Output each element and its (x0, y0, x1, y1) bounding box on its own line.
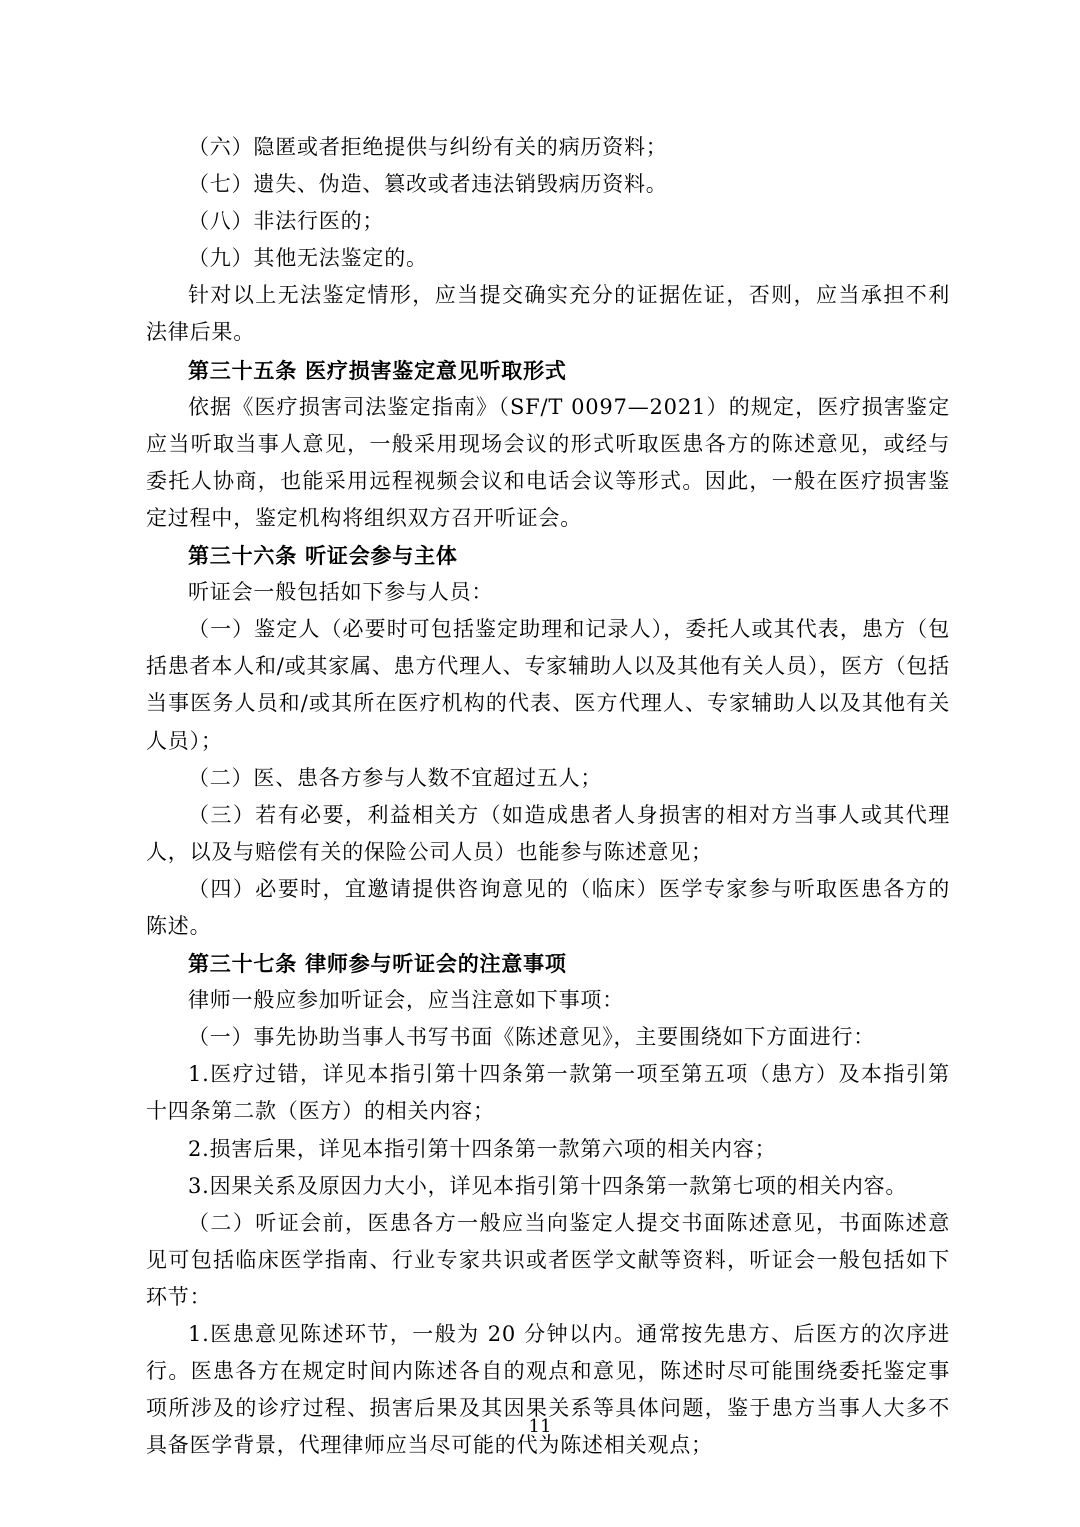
article-36-item-four: （四）必要时，宜邀请提供咨询意见的（临床）医学专家参与听取医患各方的陈述。 (146, 876, 950, 938)
article-37-intro: 律师一般应参加听证会，应当注意如下事项： (188, 988, 624, 1013)
article-37-item-one: （一）事先协助当事人书写书面《陈述意见》，主要围绕如下方面进行： (188, 1025, 876, 1050)
summary-paragraph: 针对以上无法鉴定情形，应当提交确实充分的证据佐证，否则，应当承担不利法律后果。 (146, 283, 950, 345)
article-36-item-three: （三）若有必要，利益相关方（如造成患者人身损害的相对方当事人或其代理人，以及与赔偿有关的保险公司人员）也能参与陈述意见； (146, 802, 950, 864)
item-seven: （七）遗失、伪造、篡改或者违法销毁病历资料。 (188, 172, 668, 197)
page-number: 11 (528, 1416, 552, 1437)
article-36-item-two: （二）医、患各方参与人数不宜超过五人； (188, 765, 603, 790)
article-37-subitem-1: 1.医疗过错，详见本指引第十四条第一款第一项至第五项（患方）及本指引第十四条第二款（医方）的相关内容； (146, 1062, 950, 1124)
article-37-heading: 第三十七条 律师参与听证会的注意事项 (188, 951, 567, 977)
article-35-body: 依据《医疗损害司法鉴定指南》（SF/T 0097—2021）的规定，医疗损害鉴定应当听取当事人意见，一般采用现场会议的形式听取医患各方的陈述意见，或经与委托人协商，也能采用远程视频会议和电话会议等形式。因此，一般在医疗损害鉴定过程中，鉴定机构将组织双方召开听证会。 (146, 394, 950, 530)
article-37-subitem-2: 2.损害后果，详见本指引第十四条第一款第六项的相关内容； (188, 1136, 777, 1161)
item-eight: （八）非法行医的； (188, 209, 385, 234)
document-body (146, 129, 950, 1464)
article-36-item-one: （一）鉴定人（必要时可包括鉴定助理和记录人），委托人或其代表，患方（包括患者本人和/或其家属、患方代理人、专家辅助人以及其他有关人员），医方（包括当事医务人员和/或其所在医疗机构的代表、医方代理人、专家辅助人以及其他有关人员）； (146, 617, 950, 753)
article-37-item-two-subitem-1: 1.医患意见陈述环节，一般为 20 分钟以内。通常按先患方、后医方的次序进行。医患各方在规定时间内陈述各自的观点和意见，陈述时尽可能围绕委托鉴定事项所涉及的诊疗过程、损害后果及其因果关系等具体问题，鉴于患方当事人大多不具备医学背景，代理律师应当尽可能的代为陈述相关观点； (146, 1322, 950, 1458)
item-six: （六）隐匿或者拒绝提供与纠纷有关的病历资料； (188, 135, 668, 159)
article-35-heading: 第三十五条 医疗损害鉴定意见听取形式 (188, 357, 567, 383)
article-36-heading: 第三十六条 听证会参与主体 (188, 543, 458, 569)
article-37-item-two: （二）听证会前，医患各方一般应当向鉴定人提交书面陈述意见，书面陈述意见可包括临床医学指南、行业专家共识或者医学文献等资料，听证会一般包括如下环节： (146, 1210, 950, 1309)
article-36-intro: 听证会一般包括如下参与人员： (188, 580, 494, 605)
article-37-subitem-3: 3.因果关系及原因力大小，详见本指引第十四条第一款第七项的相关内容。 (188, 1173, 908, 1198)
item-nine: （九）其他无法鉴定的。 (188, 246, 428, 271)
